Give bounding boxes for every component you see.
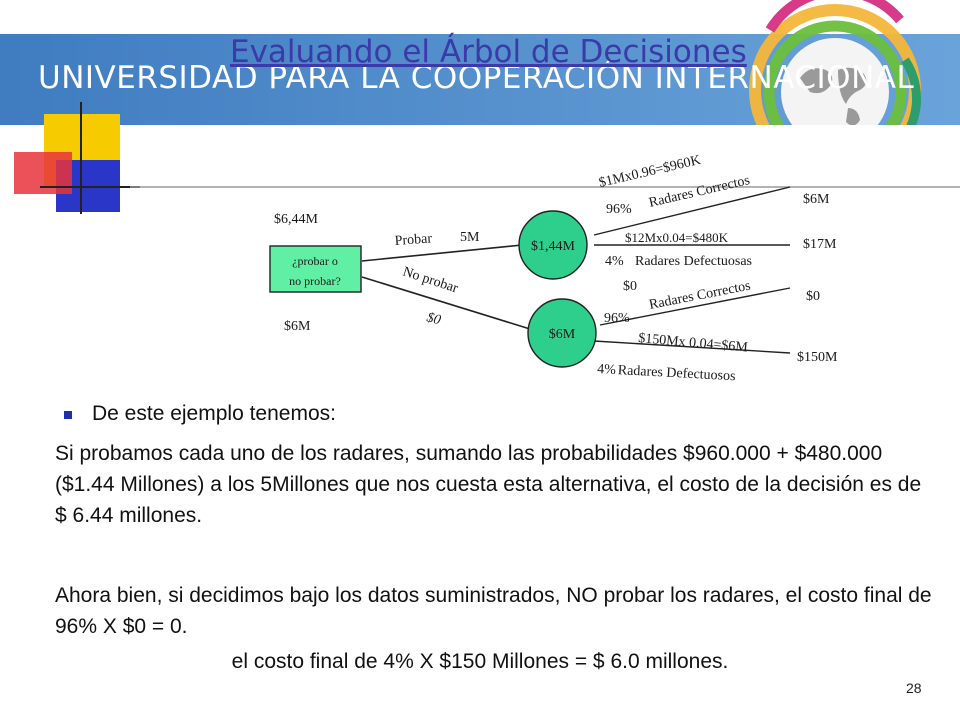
page-number: 28 bbox=[906, 680, 922, 696]
probar-defectuosas-pct: 4% bbox=[605, 254, 624, 269]
branch-label-probar: Probar bbox=[394, 231, 433, 249]
noprobar-correctos-label: Radares Correctos bbox=[647, 278, 752, 313]
chance-node-probar-value: $1,44M bbox=[531, 239, 575, 254]
noprobar-defectuosos-result: $150M bbox=[797, 350, 838, 365]
chance-node-no-probar-value: $6M bbox=[548, 327, 576, 342]
probar-defectuosas-result: $17M bbox=[803, 237, 837, 252]
university-name: UNIVERSIDAD PARA LA COOPERACIÓN INTERNACIONAL bbox=[38, 60, 915, 96]
branch-cost-no-probar: $0 bbox=[425, 310, 443, 329]
bullet-marker bbox=[64, 411, 72, 419]
probar-defectuosas-label: Radares Defectuosas bbox=[635, 254, 753, 269]
probar-correctos-pct: 96% bbox=[606, 202, 632, 217]
slide-header bbox=[0, 0, 960, 125]
paragraph-probar: Si probamos cada uno de los radares, sumando las probabilidades $960.000 + $480.000 ($1.44 Millones) a los 5Millones que nos cuesta esta alternativa, el costo de la decisión es de $ 6.44 millones. bbox=[55, 442, 922, 527]
noprobar-correctos-calc: $0 bbox=[623, 279, 637, 294]
probar-correctos-result: $6M bbox=[803, 192, 830, 207]
bullet-heading: De este ejemplo tenemos: bbox=[92, 402, 336, 425]
noprobar-correctos-pct: 96% bbox=[604, 311, 630, 326]
noprobar-defectuosos-label: Radares Defectuosos bbox=[617, 363, 736, 385]
paragraph-conclusion: el costo final de 4% X $150 Millones = $ 6.0 millones. bbox=[231, 650, 729, 673]
noprobar-defectuosos-calc: $150Mx 0.04=$6M bbox=[637, 331, 749, 356]
branch-line-probar bbox=[362, 245, 522, 261]
paragraph-no-probar: Ahora bien, si decidimos bajo los datos suministrados, NO probar los radares, el costo final de 96% X $0 = 0. bbox=[55, 584, 932, 638]
noprobar-defectuosos-label-full bbox=[597, 362, 736, 384]
branch-cost-probar: 5M bbox=[460, 230, 480, 245]
root-node-line1: ¿probar o bbox=[292, 254, 338, 268]
decision-tree bbox=[0, 125, 960, 395]
root-value-below: $6M bbox=[284, 319, 311, 334]
root-node-line2: no probar? bbox=[289, 274, 341, 288]
probar-correctos-calc: $1Mx0.96=$960K bbox=[597, 152, 703, 191]
slide-title: Evaluando el Árbol de Decisiones bbox=[230, 34, 747, 70]
noprobar-correctos-result: $0 bbox=[806, 289, 820, 304]
probar-defectuosas-calc: $12Mx0.04=$480K bbox=[625, 230, 729, 245]
branch-label-no-probar: No probar bbox=[400, 264, 460, 297]
root-value-above: $6,44M bbox=[274, 212, 318, 227]
probar-correctos-label: Radares Correctos bbox=[647, 173, 752, 211]
noprobar-defectuosos-pct: 4% bbox=[596, 362, 617, 378]
